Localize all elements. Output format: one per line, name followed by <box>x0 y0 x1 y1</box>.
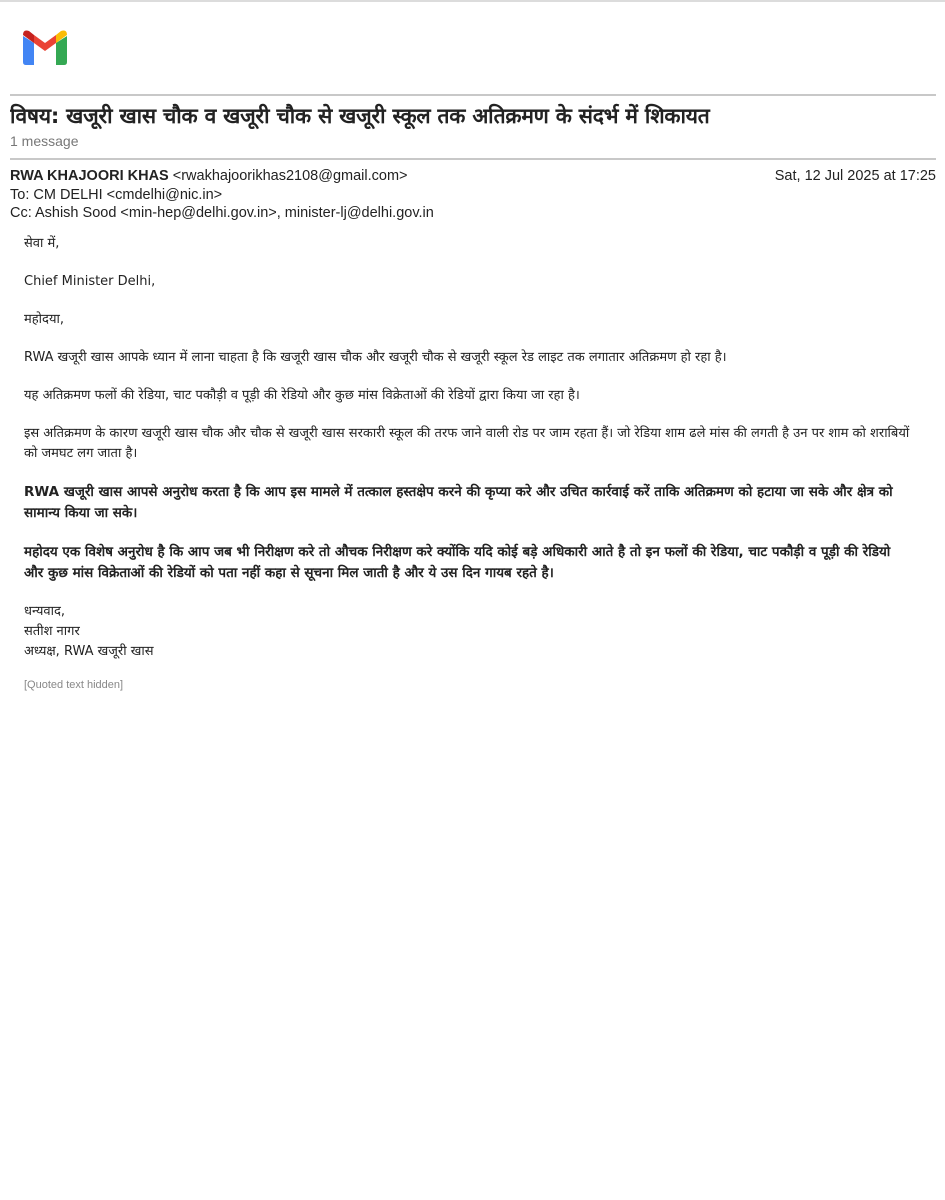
body-paragraph-1: RWA खजूरी खास आपके ध्यान में लाना चाहता है कि खजूरी खास चौक और खजूरी चौक से खजूरी स्कूल रेड लाइट तक लगातार अतिक्रमण हो रहा है। <box>24 350 727 365</box>
sender-line <box>10 168 408 184</box>
sender-email[interactable]: <rwakhajoorikhas2108@gmail.com> <box>172 168 408 184</box>
body-greeting: महोदया, <box>24 312 64 327</box>
body-salutation: सेवा में, <box>24 236 60 251</box>
email-subject: विषय: खजूरी खास चौक व खजूरी चौक से खजूरी स्कूल तक अतिक्रमण के संदर्भ में शिकायत <box>10 104 710 128</box>
body-paragraph-4: RWA खजूरी खास आपसे अनुरोध करता है कि आप इस मामले में तत्काल हस्तक्षेप करने की कृप्या करे और उचित कार्रवाई करें ताकि अतिक्रमण को हटाया जा सके और क्षेत्र को सामान्य किया जा सके। <box>24 484 893 521</box>
sender-name: RWA KHAJOORI KHAS <box>10 168 169 184</box>
cc-line: Cc: Ashish Sood <min-hep@delhi.gov.in>, minister-lj@delhi.gov.in <box>10 205 434 221</box>
signer-title: अध्यक्ष, RWA खजूरी खास <box>24 644 154 659</box>
header-divider <box>10 158 936 160</box>
body-recipient: Chief Minister Delhi, <box>24 274 156 289</box>
email-body <box>24 234 914 662</box>
body-paragraph-3: इस अतिक्रमण के कारण खजूरी खास चौक और चौक से खजूरी खास सरकारी स्कूल की तरफ जाने वाली रोड पर जाम रहता हैं। जो रेडिया शाम ढले मांस की लगती है उन पर शाम को शराबियों को जमघट लग जाता है। <box>24 426 910 461</box>
body-closing: धन्यवाद, <box>24 604 66 619</box>
message-count: 1 message <box>10 133 79 149</box>
email-date: Sat, 12 Jul 2025 at 17:25 <box>774 168 936 184</box>
body-paragraph-2: यह अतिक्रमण फलों की रेडिया, चाट पकौड़ी व पूड़ी की रेडियो और कुछ मांस विक्रेताओं की रेडियों द्वारा किया जा रहा है। <box>24 388 580 403</box>
subject-top-divider <box>10 94 936 96</box>
signer-name: सतीश नागर <box>24 624 80 639</box>
quoted-text-hidden[interactable]: [Quoted text hidden] <box>24 679 124 691</box>
to-line: To: CM DELHI <cmdelhi@nic.in> <box>10 187 223 203</box>
gmail-logo-icon <box>20 28 70 66</box>
body-paragraph-5: महोदय एक विशेष अनुरोध है कि आप जब भी निरीक्षण करे तो औचक निरीक्षण करे क्योंकि यदि कोई बड़े अधिकारी आते है तो इन फलों की रेडिया, चाट पकौड़ी व पूड़ी की रेडियो और कुछ मांस विक्रेताओं की रेडियों को पता नहीं कहा से सूचना मिल जाती है और ये उस दिन गायब रहते है। <box>24 544 891 581</box>
